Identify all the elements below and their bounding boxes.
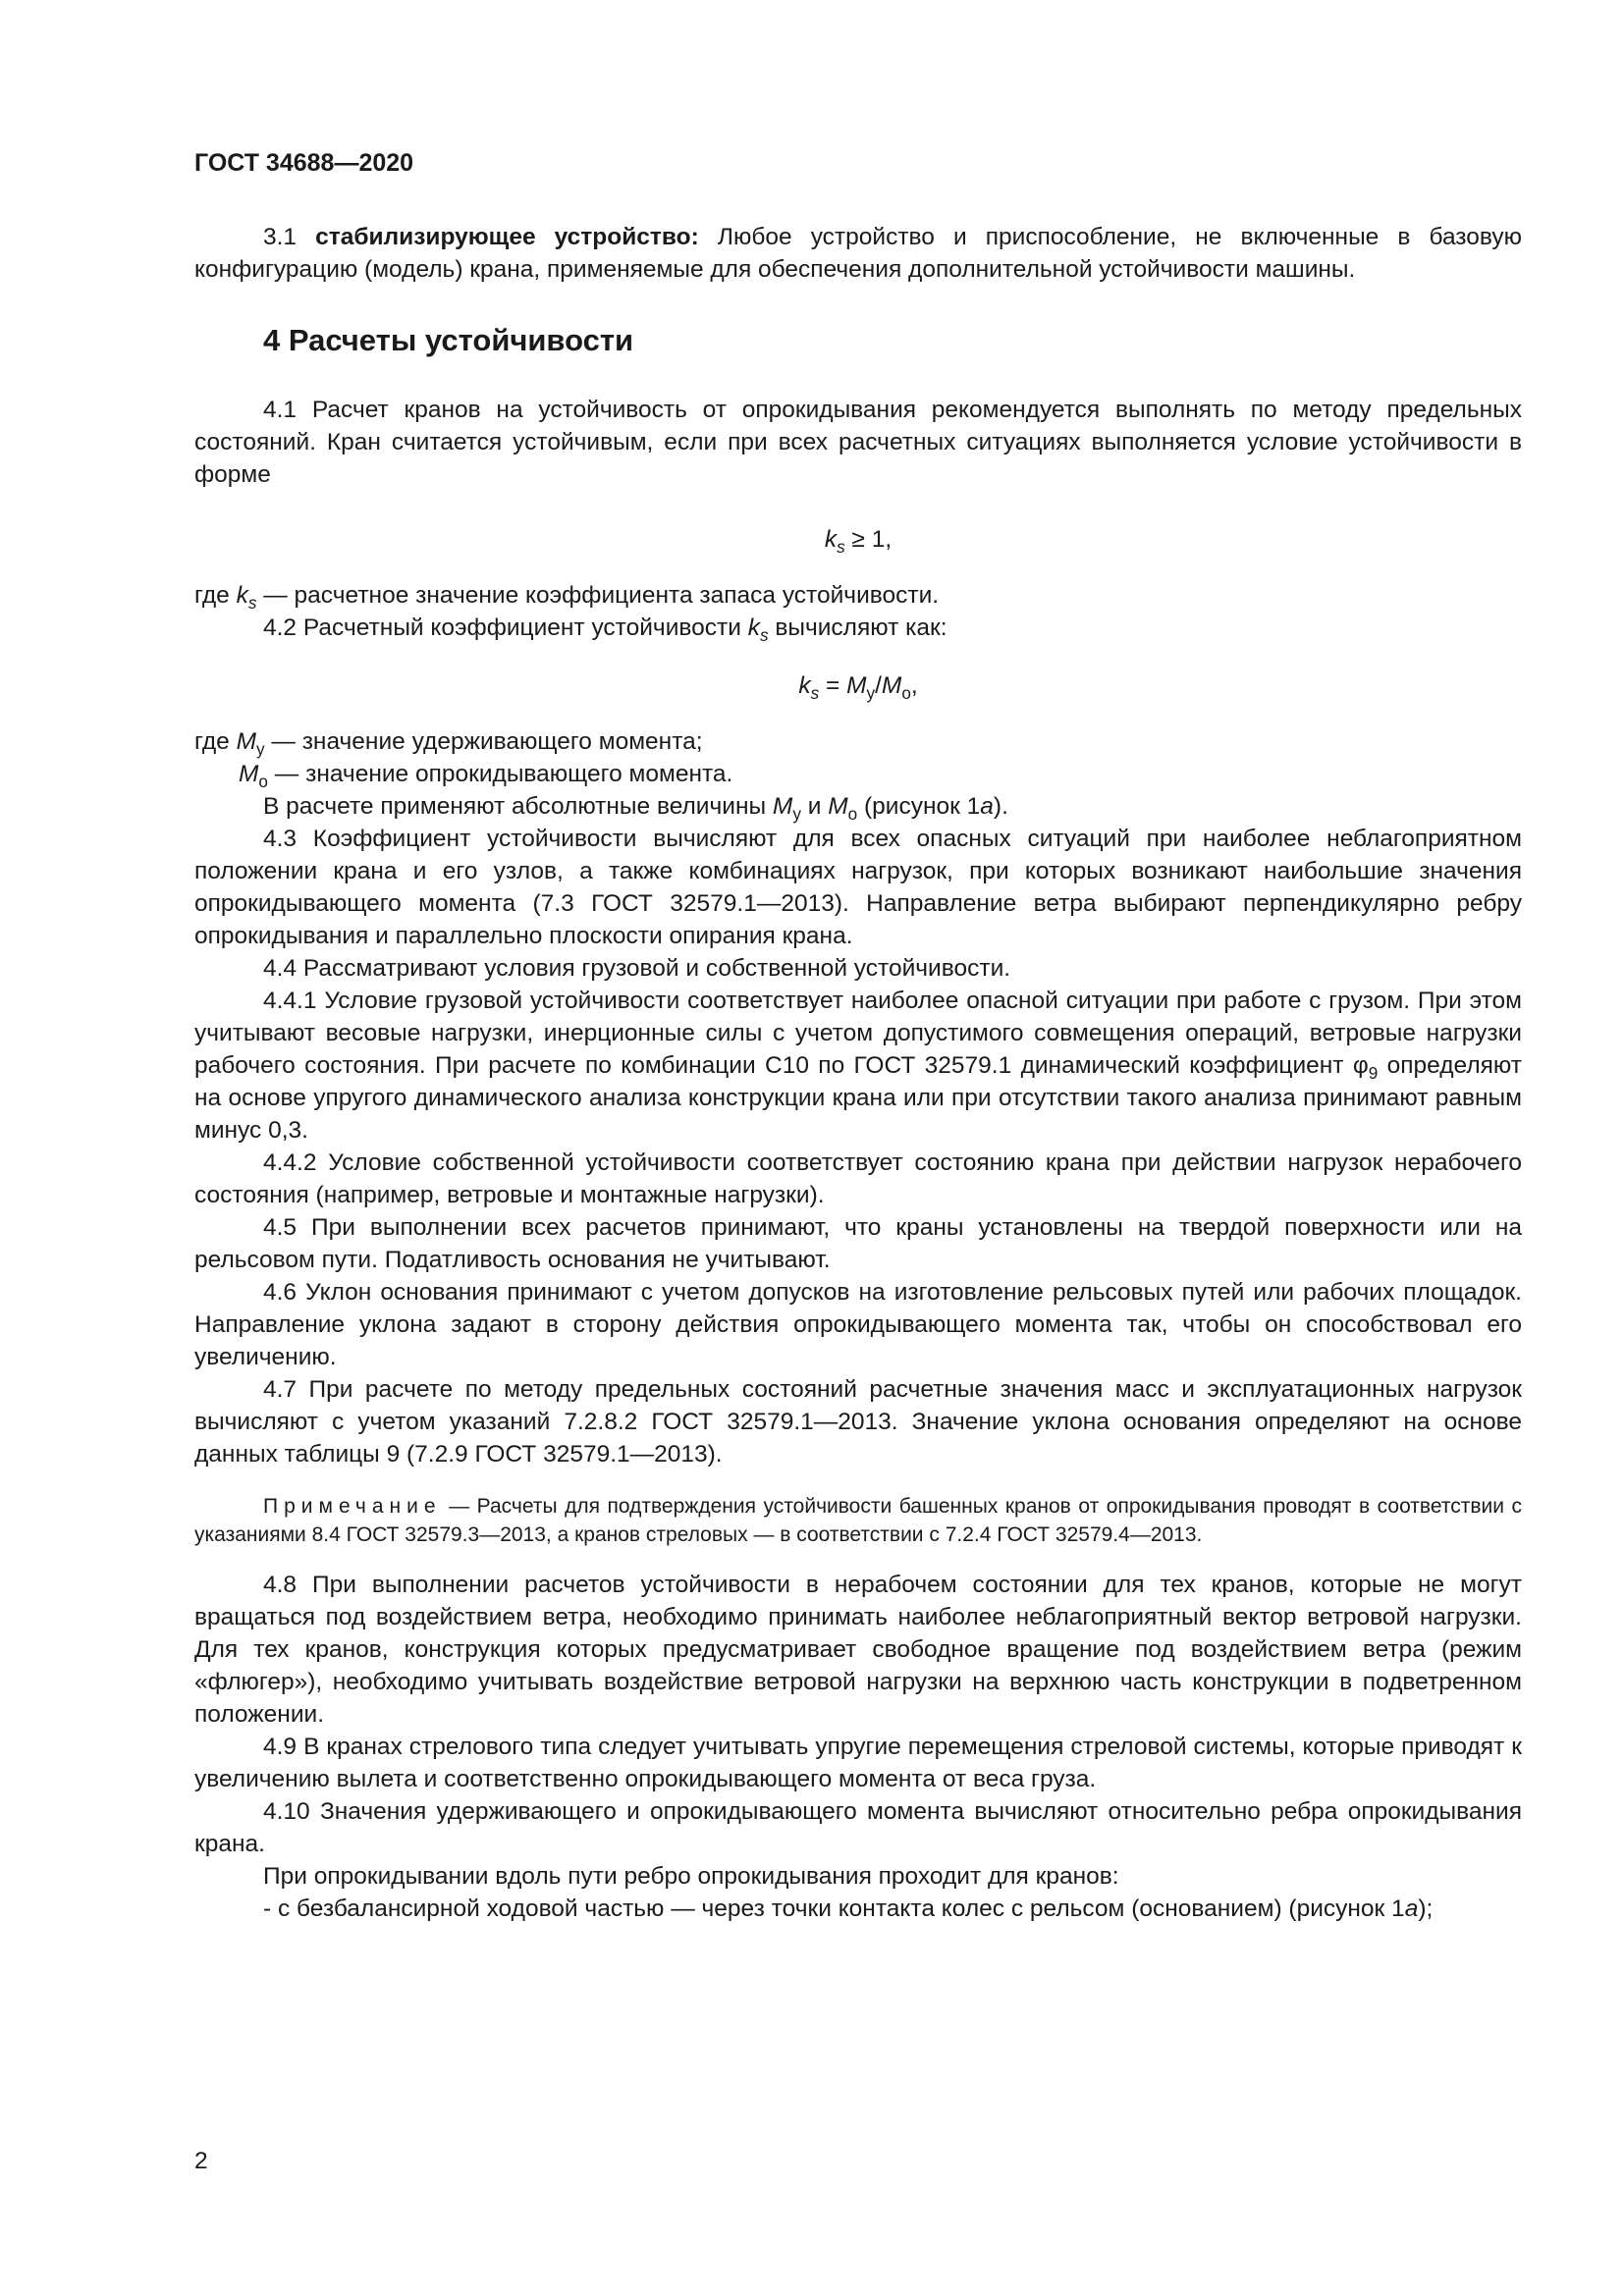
term-definition: Любое устройство и приспособление, не включенные в базовую конфигурацию (модель) крана, применяемые для обеспечения дополнительной устойчивости машины. <box>194 224 1522 283</box>
term: стабилизирующее устройство: <box>315 224 699 250</box>
clause-4-2: 4.2 Расчетный коэффициент устойчивости $k_s$ вычисляют как: <box>263 614 947 645</box>
list-item: - с безбалансирной ходовой частью — через точки контакта колес с рельсом (основанием) (рисунок 1а); <box>263 1896 1434 1922</box>
note <box>194 1492 1522 1549</box>
formula-stability-condition: $k_s \ge 1$, <box>824 526 893 557</box>
clause-4-6: 4.6 Уклон основания принимают с учетом допусков на изготовление рельсовых путей или рабочих площадок. Направление уклона задают в сторону действия опрокидывающего момента так, чтобы он способствовал его увеличению. <box>194 1279 1522 1370</box>
clause-4-3: 4.3 Коэффициент устойчивости вычисляют для всех опасных ситуаций при наиболее неблагоприятном положении крана и его узлов, а также комбинациях нагрузок, при которых возникают наибольшие значения опрокидывающего момента (7.3 ГОСТ 32579.1—2013). Направление ветра выбирают перпендикулярно ребру опрокидывания и параллельно плоскости опирания крана. <box>194 826 1522 949</box>
clause-4-1: 4.1 Расчет кранов на устойчивость от опрокидывания рекомендуется выполнять по методу предельных состояний. Кран считается устойчивым, если при всех расчетных ситуациях выполняется условие устойчивости в форме <box>194 397 1522 488</box>
note-label: Примечание <box>263 1495 442 1518</box>
document-header: ГОСТ 34688—2020 <box>194 149 414 177</box>
clause-4-7: 4.7 При расчете по методу предельных состояний расчетные значения масс и эксплуатационных нагрузок вычисляют с учетом указаний 7.2.8.2 ГОСТ 32579.1—2013. Значение уклона основания определяют на основе данных таблицы 9 (7.2.9 ГОСТ 32579.1—2013). <box>194 1376 1522 1468</box>
where-ks: где $k_s$ — расчетное значение коэффициента запаса устойчивости. <box>194 582 940 613</box>
page-number: 2 <box>194 2148 208 2174</box>
where-my: где $M_у$ — значение удерживающего момента; <box>194 728 703 759</box>
clause-4-4: 4.4 Рассматривают условия грузовой и собственной устойчивости. <box>263 955 1011 982</box>
clause-4-4-1: 4.4.1 Условие грузовой устойчивости соответствует наиболее опасной ситуации при работе с грузом. При этом учитывают весовые нагрузки, инерционные силы с учетом допустимого совмещения операций, ветровые нагрузки рабочего состояния. При расчете по комбинации С10 по ГОСТ 32579.1 динамический коэффициент $\varphi_9$ определяют на основе упругого динамического анализа конструкции крана или при отсутствии такого анализа принимают равным минус 0,3. <box>194 988 1522 1144</box>
clause-3-1 <box>194 221 1522 286</box>
clause-4-9: 4.9 В кранах стрелового типа следует учитывать упругие перемещения стреловой системы, которые приводят к увеличению вылета и соответственно опрокидывающего момента от веса груза. <box>194 1734 1522 1792</box>
where-mo: $M_о$ — значение опрокидывающего момента. <box>239 761 733 791</box>
clause-4-5: 4.5 При выполнении всех расчетов принимают, что краны установлены на твердой поверхности или на рельсовом пути. Податливость основания не учитывают. <box>194 1214 1522 1273</box>
note-text: — Расчеты для подтверждения устойчивости башенных кранов от опрокидывания проводят в соответствии с указаниями 8.4 ГОСТ 32579.3—2013, а кранов стреловых — в соответствии с 7.2.4 ГОСТ 32579.4—2013. <box>194 1495 1522 1546</box>
clause-4-10: 4.10 Значения удерживающего и опрокидывающего момента вычисляют относительно ребра опрокидывания крана. <box>194 1798 1522 1857</box>
clause-4-8: 4.8 При выполнении расчетов устойчивости в нерабочем состоянии для тех кранов, которые не могут вращаться под воздействием ветра, необходимо принимать наиболее неблагоприятный вектор ветровой нагрузки. Для тех кранов, конструкция которых предусматривает свободное вращение под воздействием ветра (режим «флюгер»), необходимо учитывать воздействие ветровой нагрузки на верхнюю часть конструкции в подветренном положении. <box>194 1572 1522 1728</box>
clause-number: 3.1 <box>263 224 298 250</box>
section-4-title: 4 Расчеты устойчивости <box>263 323 634 357</box>
tipping-edge-intro: При опрокидывании вдоль пути ребро опрокидывания проходит для кранов: <box>263 1863 1119 1890</box>
formula-stability-coefficient: $k_s = M_у/M_о$, <box>798 672 918 703</box>
clause-4-4-2: 4.4.2 Условие собственной устойчивости соответствует состоянию крана при действии нагрузок нерабочего состояния (например, ветровые и монтажные нагрузки). <box>194 1149 1522 1208</box>
absolute-values-note: В расчете применяют абсолютные величины $M_у$ и $M_о$ (рисунок 1а). <box>263 793 1008 824</box>
document-page <box>194 147 1522 1925</box>
